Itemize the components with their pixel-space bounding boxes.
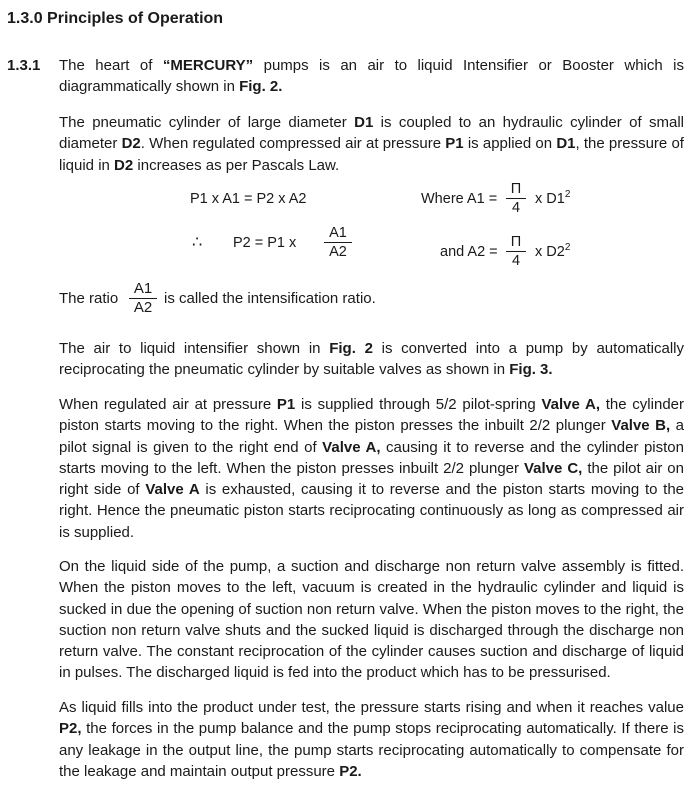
equation-area-a1-tail: x $D1^2$ <box>535 189 571 207</box>
section-title: Principles of Operation <box>47 10 224 27</box>
section-number: 1.3.0 <box>7 10 43 27</box>
paragraph-liquid-side: On the liquid side of the pump, a suction and discharge non return valve assembly is fitted. When the piston moves to the left, vacuum is created in the hydraulic cylinder and liquid is sucked in due the opening of suction non return valve. When the piston moves to the right, the suction non return valve shuts and the sucked liquid is discharged through the discharge non return valve. The constant reciprocation of the cylinder causes suction and discharge of liquid in pulses. The discharged liquid is fed into the product which has to be pressurised. <box>59 558 684 682</box>
fraction-ratio: $\frac{A1}{A2}$ <box>129 280 157 317</box>
ratio-prefix: The ratio <box>59 290 119 307</box>
paragraph-pressure-balance: As liquid fills into the product under test, the pressure starts rising and when it reaches value P2, the forces in the pump balance and the pump stops reciprocating automatically. If there is any leakage in the output line, the pump starts reciprocating automatically to compensate for the leakage and maintain output pressure P2. <box>59 699 684 780</box>
fraction-pi-over-4-b: $\frac{\Pi}{4}$ <box>506 233 526 270</box>
section-heading <box>7 10 223 28</box>
paragraph-intro: The heart of “MERCURY” pumps is an air to liquid Intensifier or Booster which is diagrammatically shown in Fig. 2. <box>59 57 684 96</box>
equation-p2: P2 = P1 x <box>233 235 297 251</box>
equation-area-a2-tail: x $D2^2$ <box>535 242 571 260</box>
fraction-a1-over-a2: $\frac{A1}{A2}$ <box>324 224 352 261</box>
equation-area-a2-label: and A2 = <box>440 244 498 260</box>
paragraph-valve-operation: When regulated air at pressure P1 is supplied through 5/2 pilot-spring Valve A, the cylinder piston starts moving to the right. When the piston presses the inbuilt 2/2 plunger Valve B, a pilot signal is given to the right end of Valve A, causing it to reverse and the cylinder piston starts moving to the left. When the piston presses inbuilt 2/2 plunger Valve C, the pilot air on right side of Valve A is exhausted, causing it to reverse and the piston starts moving to the right. Hence the pneumatic piston starts reciprocating continuously as long as compressed air is supplied. <box>59 396 684 541</box>
ratio-suffix: is called the intensification ratio. <box>164 290 376 307</box>
fraction-pi-over-4-a: $\frac{\Pi}{4}$ <box>506 180 526 217</box>
equation-force-balance: P1 x A1 = P2 x A2 <box>190 191 307 207</box>
therefore-symbol: ∴ <box>192 234 203 251</box>
equation-area-a1-label: Where A1 = <box>421 191 498 207</box>
subsection-number: 1.3.1 <box>7 57 41 74</box>
paragraph-cylinders: The pneumatic cylinder of large diameter D1 is coupled to an hydraulic cylinder of small diameter D2. When regulated compressed air at pressure P1 is applied on D1, the pressure of liquid in D2 increases as per Pascals Law. <box>59 114 684 174</box>
paragraph-pump-conversion: The air to liquid intensifier shown in Fig. 2 is converted into a pump by automatically reciprocating the pneumatic cylinder by suitable valves as shown in Fig. 3. <box>59 340 685 379</box>
